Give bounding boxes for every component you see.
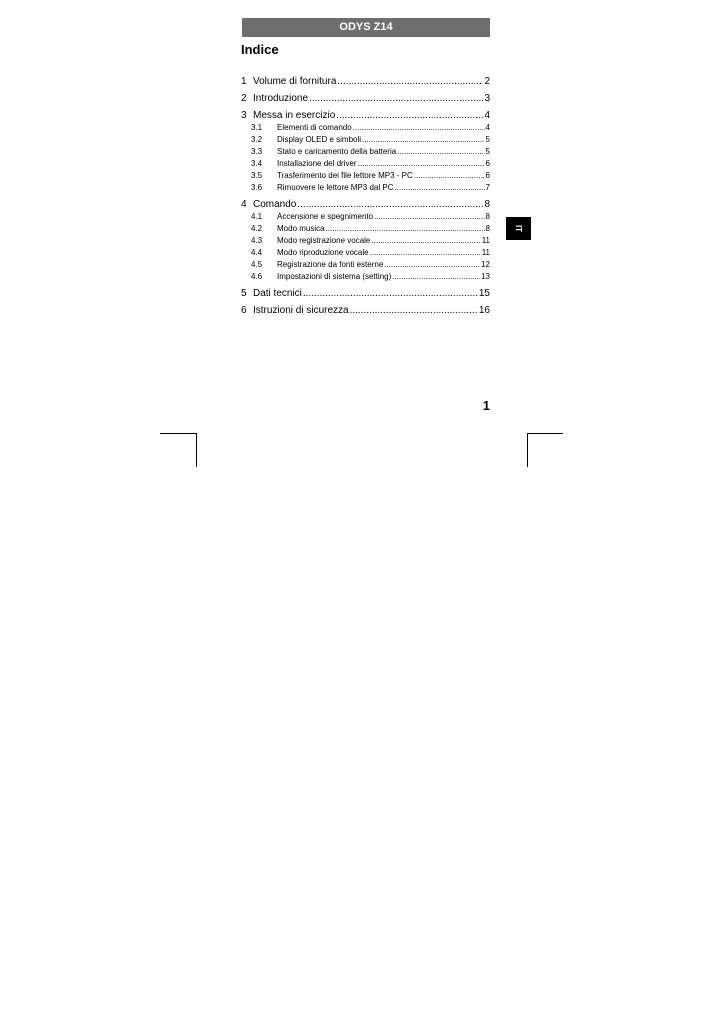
toc-entry-number: 2 <box>241 93 247 104</box>
toc-entry-title: Stato e caricamento della batteria <box>277 147 397 156</box>
toc-entry-number: 6 <box>241 305 247 316</box>
toc-entry[interactable] <box>241 171 490 180</box>
toc-entry-title: Elementi di comando <box>277 123 352 132</box>
toc-entry-leader-dots <box>392 272 480 281</box>
toc-entry[interactable] <box>241 135 490 144</box>
toc-entry-number: 1 <box>241 76 247 87</box>
toc-entry-title: Trasferimento dei file lettore MP3 - PC <box>277 171 413 180</box>
toc-entry-leader-dots <box>362 135 485 144</box>
toc-entry-leader-dots <box>303 288 478 299</box>
toc-entry-number: 4.1 <box>251 212 263 221</box>
toc-entry-page: 8 <box>485 224 490 233</box>
toc-entry-leader-dots <box>309 93 483 104</box>
toc-entry-number: 5 <box>241 288 247 299</box>
toc-entry-page: 5 <box>485 135 490 144</box>
toc-entry[interactable] <box>241 159 490 168</box>
toc-entry-title: Dati tecnici <box>253 288 302 299</box>
toc-entry[interactable] <box>241 236 490 245</box>
toc-entry[interactable] <box>241 248 490 257</box>
page-number: 1 <box>482 398 490 413</box>
toc-entry-title: Volume di fornitura <box>253 76 337 87</box>
toc-entry-leader-dots <box>371 236 480 245</box>
toc-entry-title: Impostazioni di sistema (setting) <box>277 272 392 281</box>
toc-entry[interactable] <box>241 272 490 281</box>
toc-entry-number: 4.3 <box>251 236 263 245</box>
toc-entry[interactable] <box>241 147 490 156</box>
toc-entry-page: 15 <box>478 288 490 299</box>
toc-entry-page: 4 <box>485 123 490 132</box>
toc-entry-number: 3.5 <box>251 171 263 180</box>
toc-entry-number: 4.4 <box>251 248 263 257</box>
toc-entry-page: 11 <box>481 248 490 257</box>
toc-entry-page: 8 <box>485 212 490 221</box>
crop-mark-right-horizontal <box>527 433 563 434</box>
toc-entry-number: 4 <box>241 199 247 210</box>
toc-entry-number: 4.2 <box>251 224 263 233</box>
toc-entry-leader-dots <box>297 199 483 210</box>
toc-entry[interactable] <box>241 288 490 299</box>
toc-entry-number: 4.6 <box>251 272 263 281</box>
toc-entry[interactable] <box>241 305 490 316</box>
header-bar <box>242 18 490 37</box>
toc-entry-number: 3.4 <box>251 159 263 168</box>
toc-entry-page: 5 <box>485 147 490 156</box>
toc-entry-leader-dots <box>414 171 485 180</box>
toc-entry-number: 3.3 <box>251 147 263 156</box>
toc-entry-leader-dots <box>358 159 485 168</box>
toc-entry-title: Installazione del driver <box>277 159 357 168</box>
toc-entry[interactable] <box>241 183 490 192</box>
toc-entry-page: 3 <box>484 93 490 104</box>
toc-entry-title: Introduzione <box>253 93 309 104</box>
toc-entry-number: 3.1 <box>251 123 263 132</box>
toc-entry-page: 6 <box>485 159 490 168</box>
toc-entry-title: Rimuovere le lettore MP3 dal PC <box>277 183 394 192</box>
toc-entry-leader-dots <box>326 224 485 233</box>
toc-entry-leader-dots <box>384 260 480 269</box>
toc-entry-number: 3.2 <box>251 135 263 144</box>
toc-entry-page: 6 <box>485 171 490 180</box>
toc-entry-page: 7 <box>485 183 490 192</box>
toc-entry-page: 13 <box>481 272 490 281</box>
toc-entry-leader-dots <box>336 110 483 121</box>
language-tab-label: IT <box>513 224 523 233</box>
toc-entry-leader-dots <box>374 212 484 221</box>
page-title: Indice <box>241 42 279 57</box>
toc-entry[interactable] <box>241 110 490 121</box>
toc-entry[interactable] <box>241 93 490 104</box>
toc-entry-leader-dots <box>350 305 478 316</box>
toc-entry[interactable] <box>241 123 490 132</box>
toc-entry-leader-dots <box>337 76 483 87</box>
toc-entry-title: Istruzioni di sicurezza <box>253 305 349 316</box>
crop-mark-right-vertical <box>527 433 528 467</box>
toc-entry-page: 8 <box>484 199 490 210</box>
toc-entry-number: 4.5 <box>251 260 263 269</box>
toc-entry-title: Display OLED e simboli <box>277 135 362 144</box>
toc-entry-page: 16 <box>478 305 490 316</box>
toc-entry[interactable] <box>241 260 490 269</box>
toc-entry-number: 3 <box>241 110 247 121</box>
toc-entry-leader-dots <box>370 248 481 257</box>
toc-entry-leader-dots <box>397 147 484 156</box>
toc-entry-page: 12 <box>481 260 490 269</box>
toc-entry-title: Modo registrazione vocale <box>277 236 371 245</box>
toc-entry[interactable] <box>241 224 490 233</box>
toc-entry-leader-dots <box>353 123 485 132</box>
toc-entry-title: Registrazione da fonti esterne <box>277 260 384 269</box>
toc-entry-title: Modo riproduzione vocale <box>277 248 369 257</box>
toc-entry-title: Comando <box>253 199 297 210</box>
toc-entry-page: 2 <box>484 76 490 87</box>
crop-mark-left-vertical <box>196 433 197 467</box>
toc-entry-title: Messa in esercizio <box>253 110 336 121</box>
toc-entry-leader-dots <box>395 183 485 192</box>
toc-entry[interactable] <box>241 212 490 221</box>
toc-entry-page: 4 <box>484 110 490 121</box>
toc-entry-title: Accensione e spegnimento <box>277 212 374 221</box>
toc-entry-page: 11 <box>481 236 490 245</box>
toc-entry[interactable] <box>241 76 490 87</box>
toc-entry-title: Modo musica <box>277 224 325 233</box>
toc-entry[interactable] <box>241 199 490 210</box>
crop-mark-left-horizontal <box>160 433 196 434</box>
language-tab <box>506 217 531 240</box>
toc-entry-number: 3.6 <box>251 183 263 192</box>
header-title: ODYS Z14 <box>339 21 393 33</box>
